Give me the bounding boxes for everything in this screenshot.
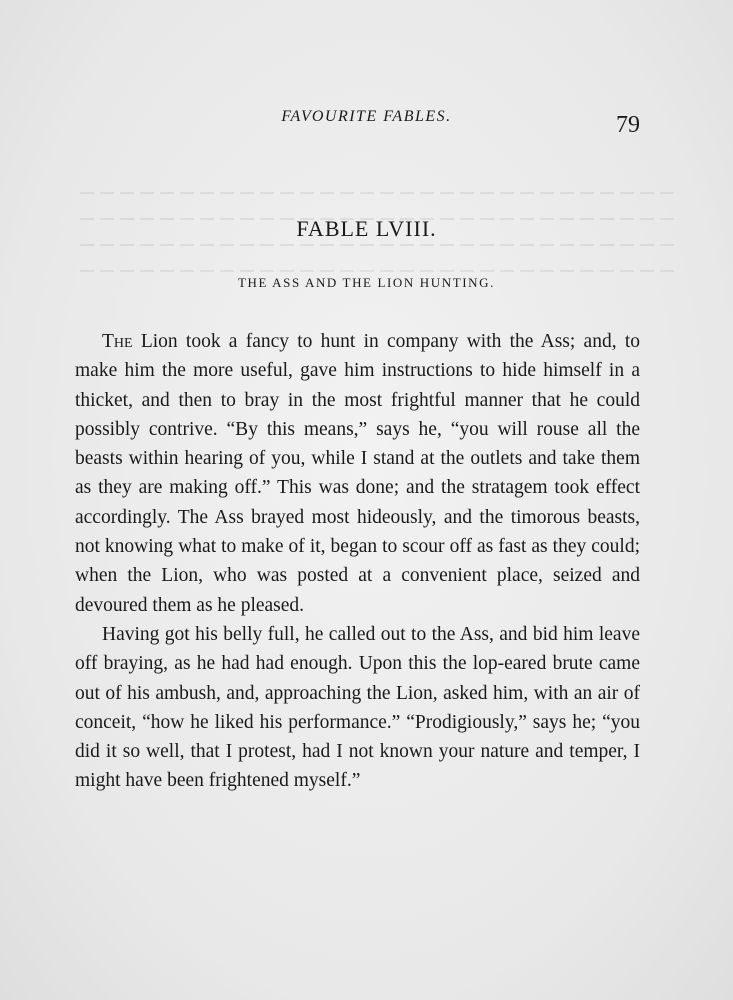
fable-title: FABLE LVIII. [296, 216, 437, 241]
paragraph-1-text: Lion took a fancy to hunt in company with the Ass; and, to make him the more useful, gave him instructions to hide himself in a thicket, and then to bray in the most frightful manner that he could possibly contrive. “By this means,” says he, “you will rouse all the beasts within hearing of you, while I stand at the outlets and take them as they are making off.” This was done; and the stratagem took effect accordingly. The Ass brayed most hideously, and the timorous beasts, not knowing what to make of it, began to scour off as fast as they could; when the Lion, who was posted at a convenient place, seized and devoured them as he pleased. [75, 331, 640, 616]
fable-subtitle: THE ASS AND THE LION HUNTING. [237, 275, 496, 290]
paragraph-1 [75, 327, 640, 620]
paragraph-lead-word: The [102, 331, 133, 352]
fable-body [75, 327, 640, 796]
running-head: FAVOURITE FABLES. [281, 108, 452, 125]
page-number: 79 [616, 112, 640, 138]
paragraph-2: Having got his belly full, he called out to the Ass, and bid him leave off braying, as he had had enough. Upon this the lop-eared brute came out of his ambush, and, approaching the Lion, asked him, with an air of conceit, “how he liked his performance.” “Prodigiously,” says he; “you did it so well, that I protest, had I not known your nature and temper, I might have been frightened myself.” [75, 623, 640, 792]
